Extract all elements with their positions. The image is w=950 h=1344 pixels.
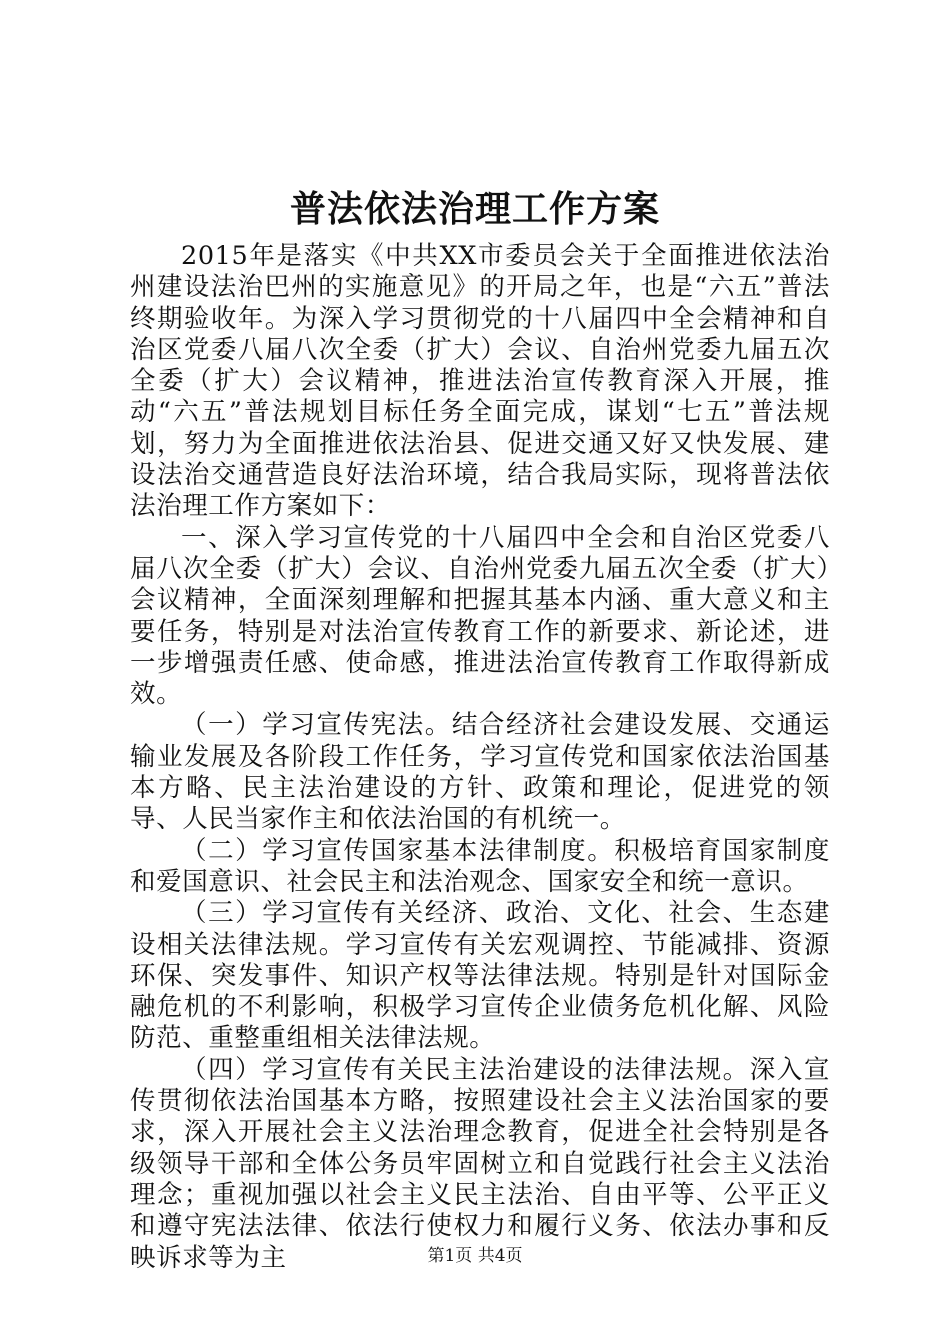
paragraph-section-one: 一、深入学习宣传党的十八届四中全会和自治区党委八届八次全委（扩大）会议、自治州党委九届五次全委（扩大）会议精神，全面深刻理解和把握其基本内涵、重大意义和主要任务，特别是对法治宣传教育工作的新要求、新论述，进一步增强责任感、使命感，推进法治宣传教育工作取得新成效。	[130, 522, 830, 710]
paragraph-item-3: （三）学习宣传有关经济、政治、文化、社会、生态建设相关法律法规。学习宣传有关宏观调控、节能减排、资源环保、突发事件、知识产权等法律法规。特别是针对国际金融危机的不利影响，积极学习宣传企业债务危机化解、风险防范、重整重组相关法律法规。	[130, 898, 830, 1054]
document-body	[130, 241, 830, 1274]
paragraph-item-1: （一）学习宣传宪法。结合经济社会建设发展、交通运输业发展及各阶段工作任务，学习宣传党和国家依法治国基本方略、民主法治建设的方针、政策和理论，促进党的领导、人民当家作主和依法治国的有机统一。	[130, 710, 830, 835]
page-number-footer: 第1页 共4页	[427, 1246, 523, 1266]
document-title: 普法依法治理工作方案	[289, 188, 660, 230]
paragraph-intro: 2015年是落实《中共XX市委员会关于全面推进依法治州建设法治巴州的实施意见》的开局之年，也是“六五”普法终期验收年。为深入学习贯彻党的十八届四中全会精神和自治区党委八届八次全委（扩大）会议、自治州党委九届五次全委（扩大）会议精神，推进法治宣传教育深入开展，推动“六五”普法规划目标任务全面完成，谋划“七五”普法规划，努力为全面推进依法治县、促进交通又好又快发展、建设法治交通营造良好法治环境，结合我局实际，现将普法依法治理工作方案如下：	[130, 241, 830, 522]
paragraph-item-4: （四）学习宣传有关民主法治建设的法律法规。深入宣传贯彻依法治国基本方略，按照建设社会主义法治国家的要求，深入开展社会主义法治理念教育，促进全社会特别是各级领导干部和全体公务员牢固树立和自觉践行社会主义法治理念；重视加强以社会主义民主法治、自由平等、公平正义和遵守宪法法律、依法行使权力和履行义务、依法办事和反映诉求等为主	[130, 1054, 830, 1273]
paragraph-item-2: （二）学习宣传国家基本法律制度。积极培育国家制度和爱国意识、社会民主和法治观念、国家安全和统一意识。	[130, 835, 830, 897]
